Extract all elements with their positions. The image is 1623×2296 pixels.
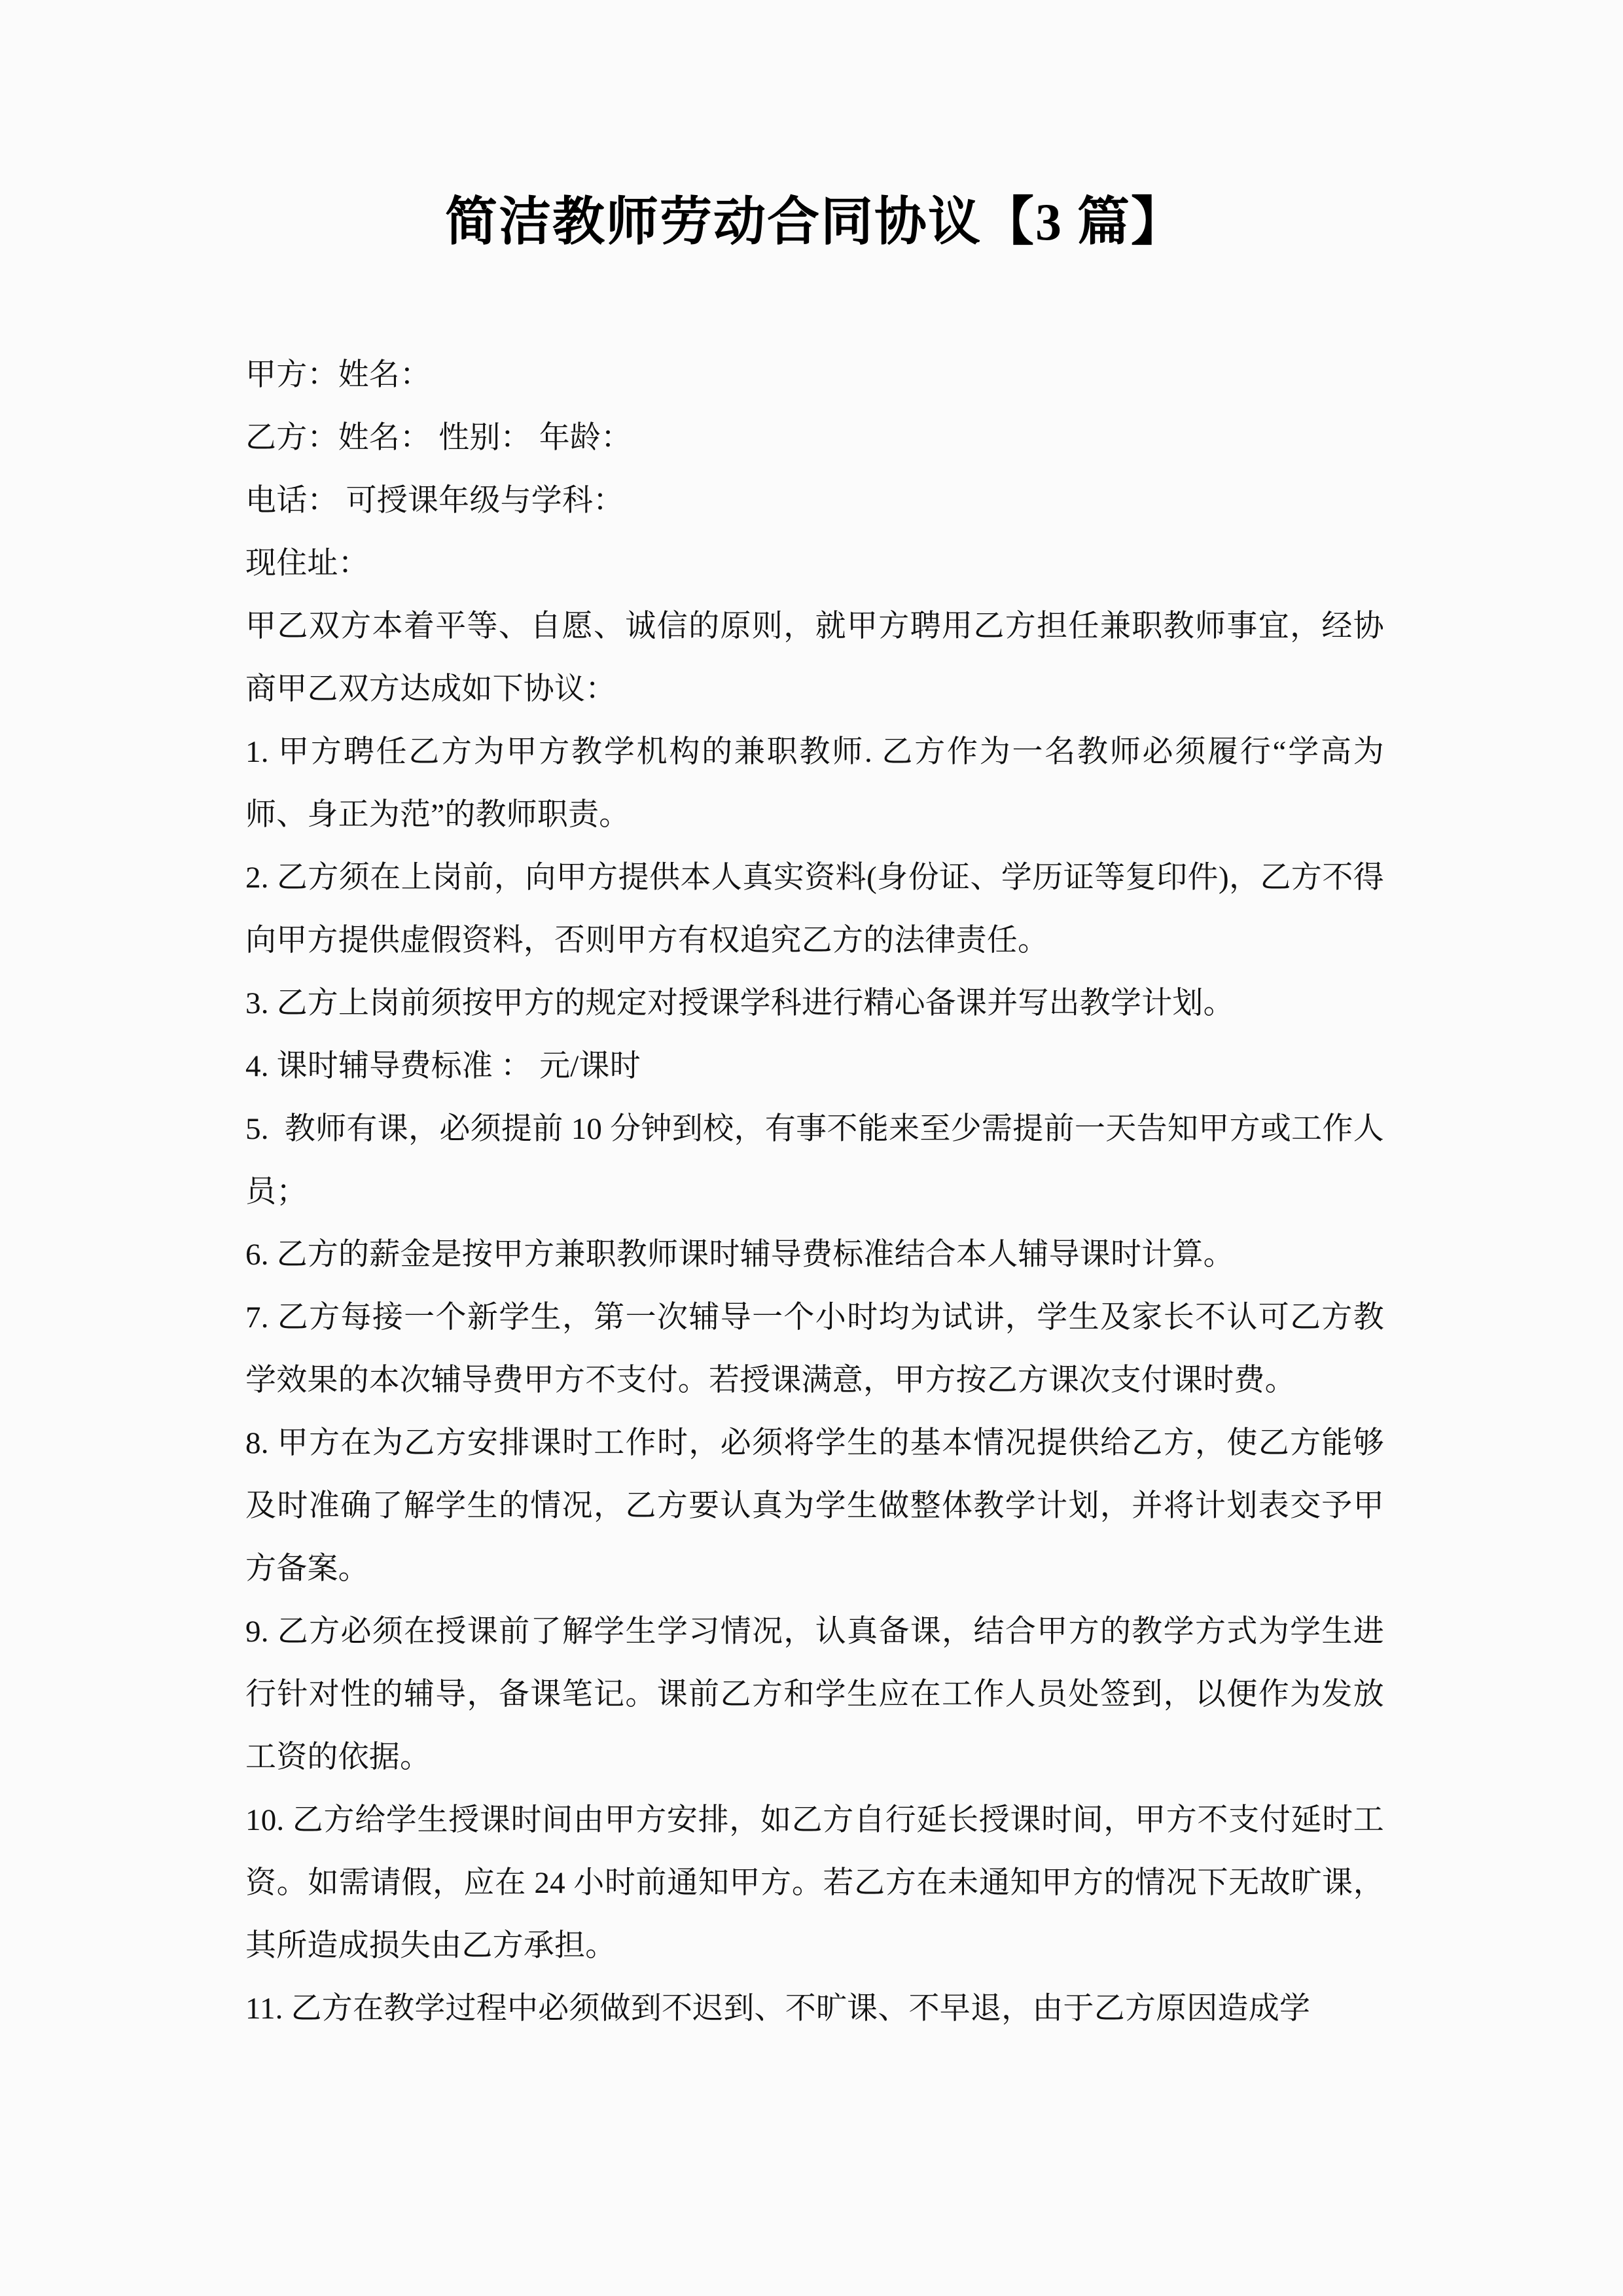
clause-item-2: 2. 乙方须在上岗前，向甲方提供本人真实资料(身份证、学历证等复印件)，乙方不得向甲方提供虚假资料，否则甲方有权追究乙方的法律责任。 (245, 861, 1384, 958)
clause-item-7: 7. 乙方每接一个新学生，第一次辅导一个小时均为试讲，学生及家长不认可乙方教学效果的本次辅导费甲方不支付。若授课满意，甲方按乙方课次支付课时费。 (245, 1300, 1384, 1397)
clause-item-8: 8. 甲方在为乙方安排课时工作时，必须将学生的基本情况提供给乙方，使乙方能够及时准确了解学生的情况，乙方要认真为学生做整体教学计划，并将计划表交予甲方备案。 (245, 1426, 1384, 1586)
clause-item-1: 1. 甲方聘任乙方为甲方教学机构的兼职教师. 乙方作为一名教师必须履行“学高为师、身正为范”的教师职责。 (245, 735, 1384, 832)
paragraph-party-a: 甲方：姓名： (245, 358, 431, 392)
paragraph-party-b: 乙方：姓名： 性别： 年龄： (245, 421, 632, 455)
paragraph-phone-subject: 电话： 可授课年级与学科： (245, 484, 624, 518)
page-title: 简洁教师劳动合同协议【3 篇】 (445, 194, 1185, 251)
paragraph-address: 现住址： (245, 547, 369, 581)
clause-item-5: 5. 教师有课，必须提前 10 分钟到校，有事不能来至少需提前一天告知甲方或工作人员； (245, 1112, 1384, 1209)
paragraph-preamble: 甲乙双方本着平等、自愿、诚信的原则，就甲方聘用乙方担任兼职教师事宜，经协商甲乙双方达成如下协议： (245, 609, 1384, 706)
clause-item-10: 10. 乙方给学生授课时间由甲方安排，如乙方自行延长授课时间，甲方不支付延时工资。如需请假，应在 24 小时前通知甲方。若乙方在未通知甲方的情况下无故旷课，其所造成损失由乙方承担。 (245, 1803, 1384, 1963)
clause-item-9: 9. 乙方必须在授课前了解学生学习情况，认真备课，结合甲方的教学方式为学生进行针对性的辅导，备课笔记。课前乙方和学生应在工作人员处签到，以便作为发放工资的依据。 (245, 1615, 1384, 1774)
document-body (245, 344, 1384, 2040)
clause-item-4: 4. 课时辅导费标准 ： 元/课时 (245, 1049, 641, 1083)
clause-item-3: 3. 乙方上岗前须按甲方的规定对授课学科进行精心备课并写出教学计划。 (245, 986, 1234, 1020)
clause-item-6: 6. 乙方的薪金是按甲方兼职教师课时辅导费标准结合本人辅导课时计算。 (245, 1238, 1234, 1272)
clause-item-11: 11. 乙方在教学过程中必须做到不迟到、不旷课、不早退，由于乙方原因造成学 (245, 1992, 1311, 2026)
